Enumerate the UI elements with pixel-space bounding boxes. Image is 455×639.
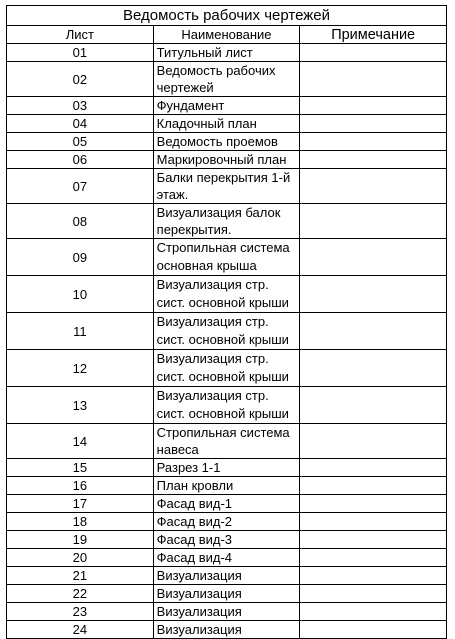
row-sheet-number: 11 [7,313,154,350]
row-sheet-number: 12 [7,350,154,387]
row-title: Визуализация [153,585,300,603]
drawing-list-sheet [6,5,447,639]
row-sheet-number: 15 [7,459,154,477]
table-title: Ведомость рабочих чертежей [7,6,447,26]
row-note [300,585,447,603]
row-note [300,350,447,387]
table-row [7,603,447,621]
row-note [300,549,447,567]
row-sheet-number: 06 [7,151,154,169]
row-note [300,44,447,62]
table-row [7,531,447,549]
row-note [300,621,447,639]
row-title: Визуализация стр. сист. основной крыши [153,313,300,350]
row-title: Ведомость рабочих чертежей [153,62,300,97]
row-sheet-number: 23 [7,603,154,621]
row-sheet-number: 05 [7,133,154,151]
table-row [7,549,447,567]
row-sheet-number: 19 [7,531,154,549]
row-title: Стропильная система навеса [153,424,300,459]
row-title: Визуализация [153,621,300,639]
row-sheet-number: 14 [7,424,154,459]
row-note [300,495,447,513]
row-note [300,513,447,531]
row-note [300,204,447,239]
row-title: Визуализация стр. сист. основной крыши [153,350,300,387]
row-title: Разрез 1-1 [153,459,300,477]
table-row [7,621,447,639]
row-title: Титульный лист [153,44,300,62]
row-title: Фасад вид-2 [153,513,300,531]
table-row [7,239,447,276]
table-row [7,585,447,603]
row-title: Визуализация стр. сист. основной крыши [153,276,300,313]
row-note [300,313,447,350]
table-row [7,97,447,115]
table-header-row [7,26,447,44]
table-body [7,44,447,639]
row-title: Стропильная система основная крыша [153,239,300,276]
row-title: План кровли [153,477,300,495]
row-title: Визуализация [153,603,300,621]
header-name: Наименование [153,26,300,44]
table-row [7,477,447,495]
row-note [300,477,447,495]
row-sheet-number: 16 [7,477,154,495]
row-title: Фасад вид-1 [153,495,300,513]
row-note [300,115,447,133]
row-title: Балки перекрытия 1-й этаж. [153,169,300,204]
row-title: Ведомость проемов [153,133,300,151]
row-note [300,133,447,151]
row-note [300,97,447,115]
row-sheet-number: 08 [7,204,154,239]
table-row [7,513,447,531]
table-row [7,459,447,477]
row-sheet-number: 07 [7,169,154,204]
table-row [7,44,447,62]
table-row [7,424,447,459]
row-note [300,387,447,424]
row-sheet-number: 18 [7,513,154,531]
row-note [300,567,447,585]
row-sheet-number: 02 [7,62,154,97]
row-title: Кладочный план [153,115,300,133]
drawing-list-table [6,5,447,639]
row-sheet-number: 20 [7,549,154,567]
table-row [7,313,447,350]
row-sheet-number: 22 [7,585,154,603]
row-sheet-number: 04 [7,115,154,133]
row-note [300,169,447,204]
row-title: Фасад вид-3 [153,531,300,549]
table-row [7,62,447,97]
row-note [300,424,447,459]
table-row [7,133,447,151]
row-sheet-number: 24 [7,621,154,639]
row-sheet-number: 17 [7,495,154,513]
table-row [7,204,447,239]
header-sheet: Лист [7,26,154,44]
row-title: Маркировочный план [153,151,300,169]
row-note [300,239,447,276]
table-title-row [7,6,447,26]
row-sheet-number: 10 [7,276,154,313]
row-note [300,459,447,477]
table-row [7,276,447,313]
row-sheet-number: 03 [7,97,154,115]
table-row [7,495,447,513]
row-title: Визуализация [153,567,300,585]
row-title: Фасад вид-4 [153,549,300,567]
row-sheet-number: 01 [7,44,154,62]
row-note [300,531,447,549]
table-row [7,350,447,387]
row-note [300,62,447,97]
row-title: Визуализация стр. сист. основной крыши [153,387,300,424]
row-note [300,276,447,313]
table-row [7,567,447,585]
row-note [300,151,447,169]
header-note: Примечание [300,26,447,44]
row-sheet-number: 09 [7,239,154,276]
row-title: Фундамент [153,97,300,115]
table-row [7,151,447,169]
row-sheet-number: 21 [7,567,154,585]
row-sheet-number: 13 [7,387,154,424]
table-row [7,115,447,133]
table-row [7,169,447,204]
table-row [7,387,447,424]
row-title: Визуализация балок перекрытия. [153,204,300,239]
row-note [300,603,447,621]
